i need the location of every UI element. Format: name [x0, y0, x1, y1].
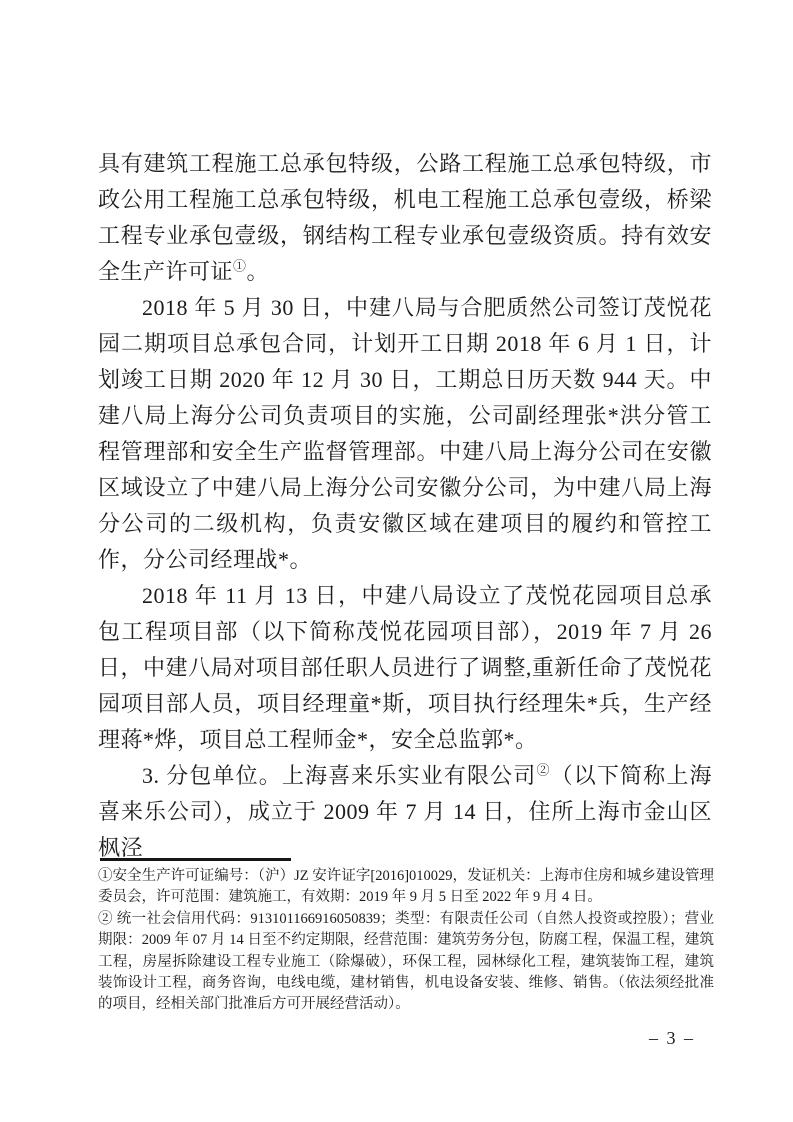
footnote-ref: ① — [233, 258, 247, 274]
page-number: – 3 – — [649, 1028, 695, 1048]
paragraph — [98, 578, 712, 758]
body-paragraphs — [98, 146, 712, 866]
text-run: 2018 年 5 月 30 日，中建八局与合肥质然公司签订茂悦花园二期项目总承包合同，计划开工日期 2018 年 6 月 1 日，计划竣工日期 2020 年 12 月 30 日，工期总日历天数 944 天。中建八局上海分公司负责项目的实施，公司副经理张*洪分管工程管理部和安全生产监督管理部。中建八局上海分公司在安徽区域设立了中建八局上海分公司安徽分公司，为中建八局上海分公司的二级机构，负责安徽区域在建项目的履约和管控工作，分公司经理战*。 — [98, 295, 712, 572]
paragraph — [98, 290, 712, 578]
text-run: 3. 分包单位。上海喜来乐实业有限公司 — [142, 763, 537, 788]
paragraph — [98, 758, 712, 866]
footnotes-list — [98, 866, 714, 1016]
text-run: 2018 年 11 月 13 日，中建八局设立了茂悦花园项目总承包工程项目部（以下简称茂悦花园项目部），2019 年 7 月 26 日，中建八局对项目部任职人员进行了调整,重新任命了茂悦花园项目部人员，项目经理童*斯，项目执行经理朱*兵，生产经理蒋*烨，项目总工程师金*，安全总监郭*。 — [98, 583, 712, 752]
footnote-ref: ② — [536, 762, 551, 778]
footnote-item: ①安全生产许可证编号：（沪）JZ 安许证字[2016]010029，发证机关：上海市住房和城乡建设管理委员会，许可范围：建筑施工，有效期：2019 年 9 月 5 日至 2022 年 9 月 4 日。 — [98, 868, 714, 906]
footnote-separator — [100, 858, 291, 861]
text-run: 。 — [246, 259, 270, 284]
footnote-item: ② 统一社会信用代码：913101166916050839；类型：有限责任公司（自然人投资或控股）；营业期限：2009 年 07 月 14 日至不约定期限，经营范围：建筑劳务分包，防腐工程，保温工程，建筑工程，房屋拆除建设工程专业施工（除爆破），环保工程，园林绿化工程，建筑装饰工程，建筑装饰设计工程，商务咨询，电线电缆，建材销售，机电设备安装、维修、销售。（依法须经批准的项目，经相关部门批准后方可开展经营活动）。 — [98, 910, 714, 1013]
paragraph — [98, 146, 712, 290]
text-run: 具有建筑工程施工总承包特级，公路工程施工总承包特级，市政公用工程施工总承包特级，机电工程施工总承包壹级，桥梁工程专业承包壹级，钢结构工程专业承包壹级资质。持有效安全生产许可证 — [98, 151, 712, 284]
text-run: （以下简称上海喜来乐公司），成立于 2009 年 7 月 14 日，住所上海市金山区枫泾 — [98, 763, 712, 860]
